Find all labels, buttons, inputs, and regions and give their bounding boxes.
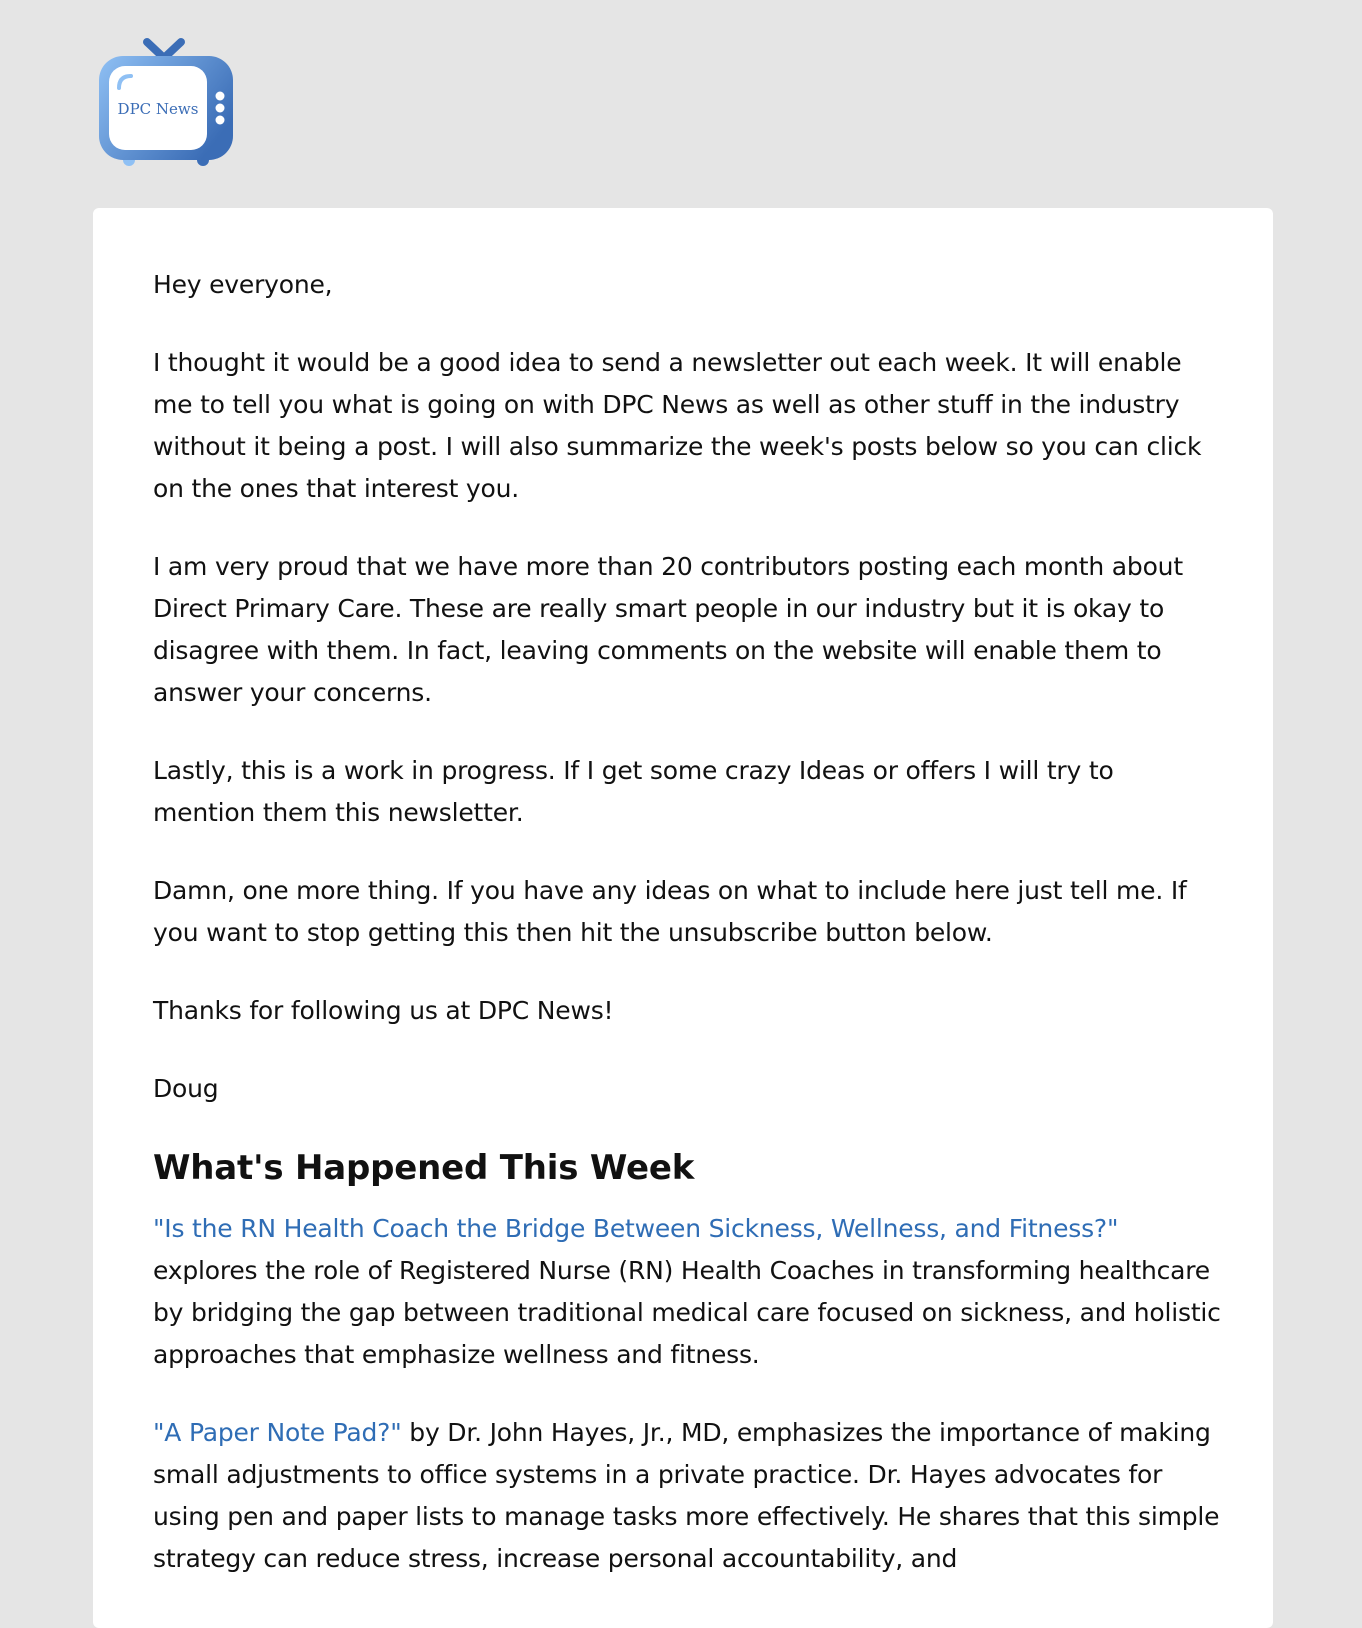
article-summary: explores the role of Registered Nurse (RN) Health Coaches in transforming healthcare by bridging the gap between traditional medical care focused on sickness, and holistic approaches that emphasize wellness and fitness. [153,1256,1221,1369]
intro-paragraph: I thought it would be a good idea to send a newsletter out each week. It will enable me to tell you what is going on with DPC News as well as other stuff in the industry without it being a post. I will also summarize the week's posts below so you can click on the ones that interest you. [153,348,1202,503]
logo-text: DPC News [117,100,199,118]
ideas-paragraph: Damn, one more thing. If you have any ideas on what to include here just tell me. If you want to stop getting this then hit the unsubscribe button below. [153,876,1187,947]
section-title: What's Happened This Week [153,1148,695,1188]
signature: Doug [153,1074,219,1103]
thanks-paragraph: Thanks for following us at DPC News! [153,996,614,1025]
progress-paragraph: Lastly, this is a work in progress. If I get some crazy Ideas or offers I will try to mention them this newsletter. [153,756,1114,827]
article-link-paper-note-pad[interactable]: "A Paper Note Pad?" [153,1418,402,1447]
email-body [153,264,1223,1616]
email-card [93,208,1273,1628]
contributors-paragraph: I am very proud that we have more than 20 contributors posting each month about Direct Primary Care. These are really smart people in our industry but it is okay to disagree with them. In fact, leaving comments on the website will enable them to answer your concerns. [153,552,1183,707]
greeting: Hey everyone, [153,270,333,299]
article-item [153,1208,1223,1376]
article-summary: by Dr. John Hayes, Jr., MD, emphasizes the importance of making small adjustments to office systems in a private practice. Dr. Hayes advocates for using pen and paper lists to manage tasks more effectively. He shares that this simple strategy can reduce stress, increase personal accountability, and [153,1418,1220,1573]
dpc-news-logo[interactable] [97,36,237,170]
article-item [153,1412,1223,1580]
email-header [0,0,1362,208]
article-link-rn-health-coach[interactable]: "Is the RN Health Coach the Bridge Between Sickness, Wellness, and Fitness?" [153,1214,1119,1243]
